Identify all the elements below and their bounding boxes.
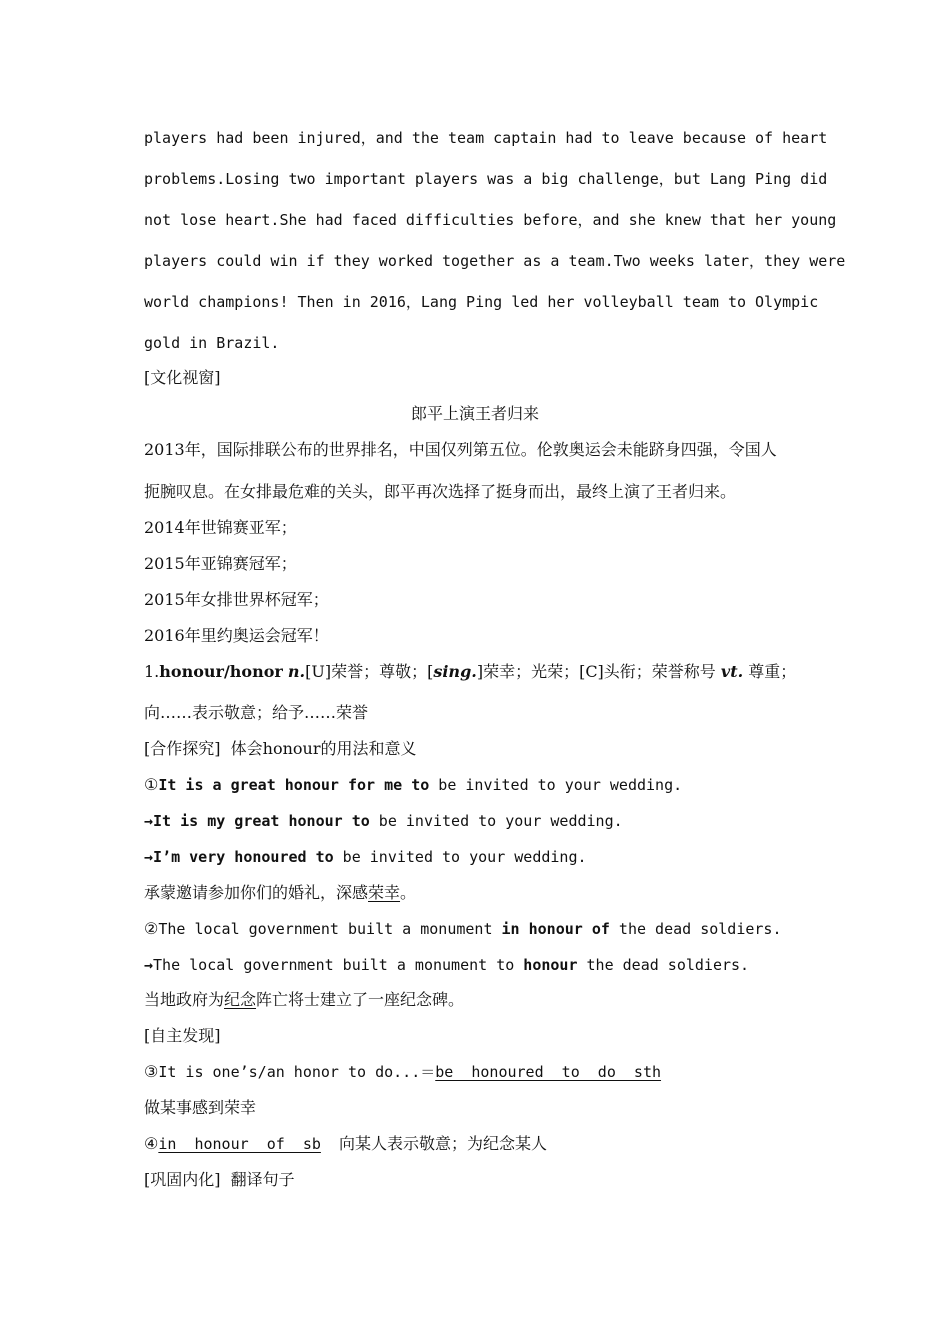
discover-1-text: It is one’s/an honor to do...＝ <box>158 1063 436 1081</box>
vocab-def-2: ]荣幸；光荣；[C]头衔；荣誉称号 <box>476 662 716 681</box>
culture-tag: [文化视窗] <box>144 368 221 387</box>
example-5 <box>144 955 806 975</box>
discover-1-number: ③ <box>144 1062 159 1081</box>
translation-end: 阵亡将士建立了一座纪念碑。 <box>256 990 465 1009</box>
passage-line-1: players had been injured，and the team captain had to leave because of heart <box>144 129 828 147</box>
explore-text: 体会honour的用法和意义 <box>230 739 417 758</box>
discover-item-2 <box>144 1134 806 1154</box>
translation-text: 当地政府为 <box>144 990 225 1009</box>
passage-line-6: gold in Brazil. <box>144 334 280 352</box>
example-1 <box>144 775 806 795</box>
arrow-icon: → <box>144 812 154 830</box>
pos-noun: n. <box>287 662 306 681</box>
consolidate-line <box>144 1170 806 1190</box>
example-5-translation <box>144 990 806 1010</box>
vocab-def-3: 尊重； <box>748 662 797 681</box>
vocab-def-line-2: 向……表示敬意；给予……荣誉 <box>144 703 369 722</box>
example-3-translation <box>144 883 806 903</box>
example-4-pre: The local government built a monument <box>158 920 502 938</box>
arrow-icon: → <box>144 956 154 974</box>
consolidate-tag: [巩固内化] <box>144 1170 221 1189</box>
vocab-def-1: [U]荣誉；尊敬；[ <box>305 662 434 681</box>
discover-2-answer: in honour of sb <box>158 1135 321 1153</box>
example-2-bold: It is my great honour to <box>153 812 370 830</box>
explore-line <box>144 739 806 759</box>
example-5-bold: honour <box>523 956 578 974</box>
example-3-rest: be invited to your wedding. <box>333 848 587 866</box>
culture-item-2: 2015年亚锦赛冠军； <box>144 554 297 573</box>
discover-item-1 <box>144 1062 806 1082</box>
example-4 <box>144 919 806 939</box>
arrow-icon: → <box>144 848 154 866</box>
passage-line-4: players could win if they worked together as a team.Two weeks later，they were <box>144 252 846 270</box>
passage-line-2: problems.Losing two important players was a big challenge，but Lang Ping did <box>144 170 828 188</box>
vocab-word: honour/honor <box>159 662 283 681</box>
discover-1-answer: be honoured to do sth <box>435 1063 662 1081</box>
discover-tag: [自主发现] <box>144 1026 221 1045</box>
translation-underlined: 荣幸 <box>368 883 401 902</box>
translation-text: 承蒙邀请参加你们的婚礼，深感 <box>144 883 369 902</box>
explore-tag: [合作探究] <box>144 739 221 758</box>
example-1-number: ① <box>144 775 159 794</box>
example-1-rest: be invited to your wedding. <box>429 776 683 794</box>
pos-verb: vt. <box>720 662 744 681</box>
example-4-rest: the dead soldiers. <box>609 920 782 938</box>
discover-1-translation: 做某事感到荣幸 <box>144 1098 257 1117</box>
culture-paragraph-line-2: 扼腕叹息。在女排最危难的关头，郎平再次选择了挺身而出，最终上演了王者归来。 <box>144 482 737 501</box>
culture-item-1: 2014年世锦赛亚军； <box>144 518 297 537</box>
example-3 <box>144 847 806 867</box>
passage-line-5: world champions! Then in 2016，Lang Ping led her volleyball team to Olympic <box>144 293 819 311</box>
pos-singular: sing. <box>433 662 477 681</box>
example-2-rest: be invited to your wedding. <box>369 812 623 830</box>
culture-title: 郎平上演王者归来 <box>410 404 539 423</box>
discover-2-translation: 向某人表示敬意；为纪念某人 <box>338 1134 547 1153</box>
example-5-rest: the dead soldiers. <box>577 956 750 974</box>
discover-2-number: ④ <box>144 1134 159 1153</box>
culture-paragraph-line-1: 2013年，国际排联公布的世界排名，中国仅列第五位。伦敦奥运会未能跻身四强，令国人 <box>144 440 777 459</box>
vocab-heading <box>144 662 806 682</box>
consolidate-text: 翻译句子 <box>230 1170 295 1189</box>
culture-item-4: 2016年里约奥运会冠军！ <box>144 626 329 645</box>
vocab-number: 1. <box>144 662 160 681</box>
culture-item-3: 2015年女排世界杯冠军； <box>144 590 329 609</box>
example-5-pre: The local government built a monument to <box>153 956 524 974</box>
passage-line-3: not lose heart.She had faced difficulties before，and she knew that her young <box>144 211 837 229</box>
translation-underlined: 纪念 <box>224 990 257 1009</box>
example-3-bold: I’m very honoured to <box>153 848 334 866</box>
example-2 <box>144 811 806 831</box>
example-4-number: ② <box>144 919 159 938</box>
example-1-bold: It is a great honour for me to <box>158 776 430 794</box>
example-4-bold: in honour of <box>501 920 610 938</box>
translation-end: 。 <box>400 883 417 902</box>
